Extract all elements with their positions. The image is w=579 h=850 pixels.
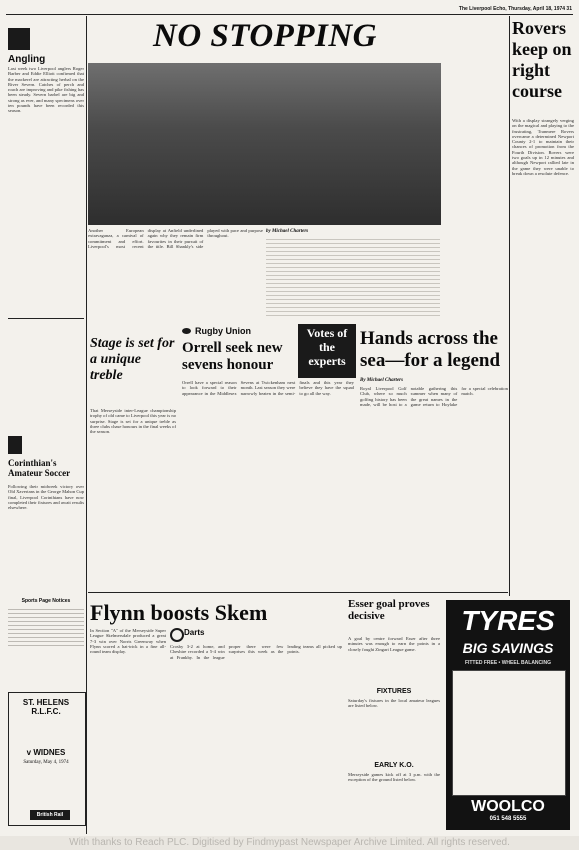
angling-title: Angling	[8, 54, 46, 65]
tyre-price-table	[452, 670, 566, 796]
fixtures-title: FIXTURES	[376, 688, 412, 695]
fitted-free-text: FITTED FREE • WHEEL BALANCING	[464, 660, 552, 666]
hands-headline: Hands across the sea—for a legend	[360, 328, 501, 371]
stage-body: That Merseyside inter-League championship trophy of old came to Liverpool this year is no surprise. Stage is set for a unique treble as three clubs chase honours in the final weeks of the season.	[90, 408, 176, 435]
archive-footer: With thanks to Reach PLC. Digitised by Findmypast Newspaper Archive Limited. All rights reserved.	[0, 836, 579, 850]
rovers-body: With a display strangely verging on the magical and playing to the frustrating, Tranmere Rovers overcame a determined Newport County 2-1 to maintain their chances of promotion from the Fourth Division. Rovers were two goals up in 12 minutes and although Newport rallied late in the game they were unable to break down a resolute defence.	[512, 118, 574, 176]
flynn-headline: Flynn boosts Skem	[90, 600, 268, 625]
stage-rule	[8, 318, 84, 319]
stage-headline: Stage is set for a unique treble	[90, 336, 175, 383]
votes-headline: Votes of the experts	[306, 326, 348, 368]
col-rule-left	[86, 16, 87, 834]
rugby-headline: Orrell seek new sevens honour	[182, 340, 283, 373]
reds-byline: by Michael Charters	[266, 229, 309, 234]
reds-body-right	[266, 236, 440, 318]
corinthian-body: Following their midweek victory over Old Xaverians in the George Mahon Cup final, Liverpool Corinthians have now completed their fixtures and await results elsewhere.	[8, 484, 84, 511]
rugby-body: Orrell have a special reason to look forward to their appearance in the Middlesex Sevens at Twickenham next month. Last season they were narrowly beaten in the semi-finals and this year they believe they have the squad to go all the way.	[182, 380, 354, 396]
liverpool-photo-caption: Another European extravaganza, a carnival of commitment and effort. Liverpool's most recent display at Anfield underlined again why they remain firm favourites in their pursuit of the title. Bill Shankly's side played with pace and purpose throughout.	[88, 228, 263, 249]
angling-body: Last week two Liverpool anglers Roger Barber and Eddie Elliott confirmed that the mackerel are attracting herbal on the River Severn. Catches of perch and roach are improving and pike fishing has been steady. Severn barbel are big and strong as ever, and many specimens over ten pounds have been recorded this season.	[8, 66, 84, 114]
early-ko-title: EARLY K.O.	[374, 762, 414, 769]
fixtures-body: Saturday's fixtures in the local amateur leagues are listed below.	[348, 698, 440, 709]
corinthian-logo	[8, 436, 22, 454]
esser-body: A goal by centre forward Esser after three minutes was enough to earn the points in a closely fought Zingari League game.	[348, 636, 440, 652]
mid-rule	[88, 592, 508, 593]
tyres-heading: TYRES	[461, 605, 555, 636]
sports-notices-title: Sports Page Notices	[21, 598, 71, 604]
darts-body: Crosby 3-2 at home, and Cheshire recorded a 5-4 win at Frankby. In the league proper there were few surprises this week as the leading teams all picked up points.	[170, 644, 342, 660]
darts-icon	[170, 628, 184, 642]
hands-body: Royal Liverpool Golf Club, where so much golfing history has been made, will be host to a notable gathering this summer when many of the great names in the game return to Hoylake for a special celebration match.	[360, 386, 508, 407]
sports-notices-body	[8, 606, 84, 646]
angling-logo	[8, 28, 30, 50]
esser-headline: Esser goal proves decisive	[348, 598, 430, 622]
st-helens-vs: v WIDNES	[26, 748, 66, 757]
hands-byline: By Michael Charters	[360, 378, 404, 383]
masthead-rule	[6, 14, 573, 15]
woolco-logo: WOOLCO	[471, 798, 545, 815]
darts-label: Darts	[184, 628, 205, 637]
col-rule-right	[509, 16, 510, 596]
early-ko-body: Merseyside games kick off at 3 p.m. with the exception of the ground listed below.	[348, 772, 440, 783]
rugby-label: Rugby Union	[195, 326, 251, 336]
corinthian-headline: Corinthian's Amateur Soccer	[8, 458, 71, 478]
st-helens-title: ST. HELENS R.L.F.C.	[22, 698, 70, 716]
british-rail-badge: British Rail	[30, 810, 70, 820]
flynn-body: In Section "A" of the Merseyside Super League Skelmersdale produced a great 7-3 win over Norris Greenway when Flynn scored a hat-trick in a fine all-round team display.	[90, 628, 166, 655]
liverpool-match-photo	[88, 63, 441, 225]
rovers-headline: Rovers keep on right course	[512, 18, 572, 101]
rugby-ball-icon	[182, 328, 191, 334]
big-savings-heading: BIG SAVINGS	[462, 640, 554, 656]
main-headline: NO STOPPING	[153, 18, 377, 54]
st-helens-date: Saturday, May 4, 1974	[23, 760, 69, 765]
woolco-phone: 051 548 5555	[489, 816, 527, 822]
masthead: The Liverpool Echo, Thursday, April 18, 1974 31	[458, 6, 572, 12]
